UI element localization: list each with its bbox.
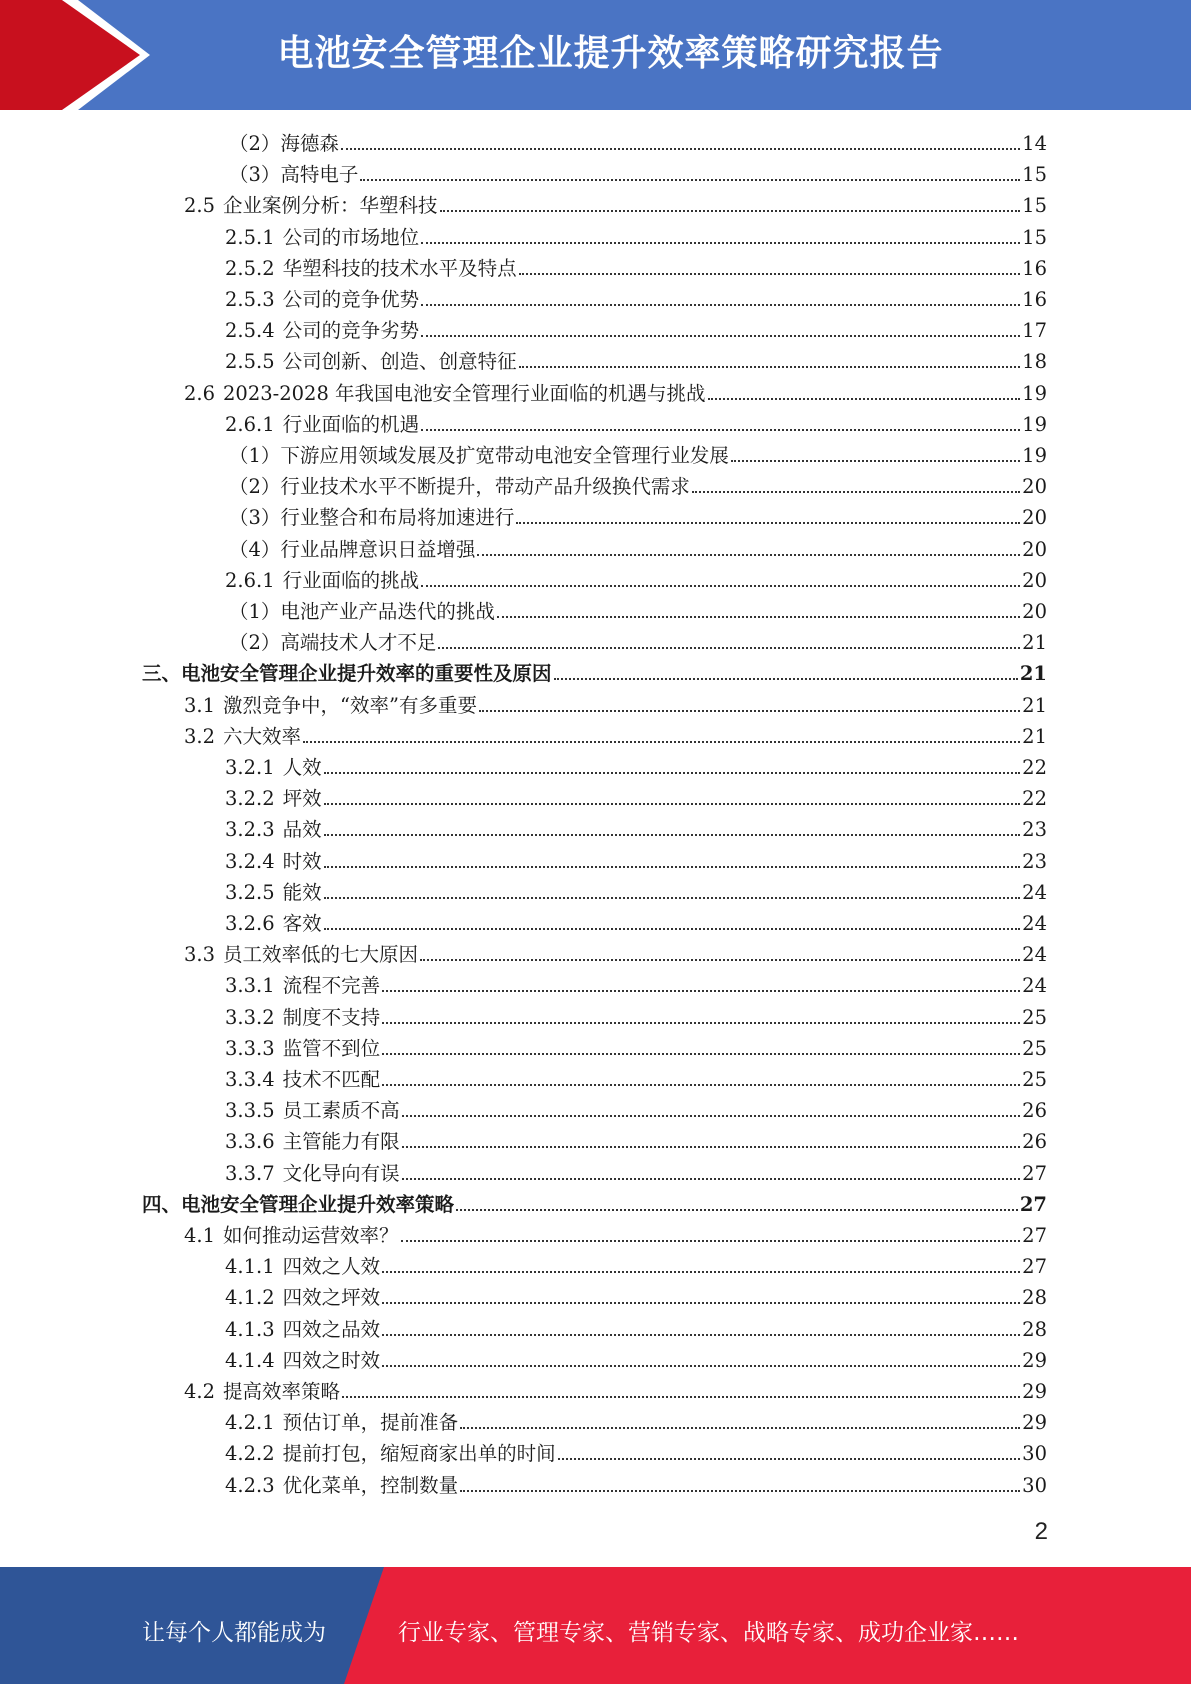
toc-dot-leader — [731, 459, 1020, 462]
toc-entry-title: 华塑科技的技术水平及特点 — [282, 257, 517, 280]
toc-entry-page: 30 — [1022, 1474, 1047, 1497]
toc-entry[interactable] — [225, 409, 1047, 440]
toc-entry[interactable] — [225, 284, 1047, 315]
toc-entry-page: 19 — [1022, 413, 1047, 436]
toc-entry-number: 3.3.1 — [225, 974, 275, 997]
toc-entry-title: 能效 — [282, 881, 322, 904]
toc-entry-title: 公司的竞争优势 — [282, 288, 420, 311]
toc-entry-number: 2.5.1 — [225, 226, 275, 249]
toc-entry-number: 4.2 — [184, 1380, 216, 1403]
toc-entry-number: 2.5.3 — [225, 288, 275, 311]
toc-dot-leader — [402, 1177, 1021, 1180]
toc-entry[interactable] — [225, 1314, 1047, 1345]
toc-entry[interactable] — [225, 1345, 1047, 1376]
toc-entry[interactable] — [229, 440, 1047, 471]
toc-dot-leader — [402, 1114, 1021, 1117]
toc-entry-page: 23 — [1022, 818, 1047, 841]
toc-entry-page: 15 — [1022, 194, 1047, 217]
toc-entry-page: 25 — [1022, 1037, 1047, 1060]
toc-entry-page: 29 — [1022, 1411, 1047, 1434]
toc-entry-page: 27 — [1022, 1224, 1047, 1247]
toc-entry-title: 技术不匹配 — [282, 1068, 381, 1091]
toc-entry-page: 28 — [1022, 1318, 1047, 1341]
toc-entry-page: 25 — [1022, 1068, 1047, 1091]
toc-entry-title: 行业面临的挑战 — [282, 569, 420, 592]
toc-entry-page: 14 — [1022, 132, 1047, 155]
toc-dot-leader — [692, 490, 1020, 493]
toc-entry-title: 品效 — [282, 818, 322, 841]
toc-dot-leader — [479, 709, 1020, 712]
toc-entry[interactable] — [225, 253, 1047, 284]
toc-entry[interactable] — [184, 1376, 1047, 1407]
toc-entry-number: 2.5.5 — [225, 350, 275, 373]
toc-entry-page: 21 — [1022, 694, 1047, 717]
toc-entry-number: 4.1 — [184, 1224, 216, 1247]
toc-entry-title: 四效之坪效 — [282, 1286, 381, 1309]
toc-entry-title: 公司的竞争劣势 — [282, 319, 420, 342]
toc-entry[interactable] — [225, 1002, 1047, 1033]
toc-entry-title: （2）行业技术水平不断提升，带动产品升级换代需求 — [229, 475, 690, 498]
toc-entry-number: 4.2.2 — [225, 1442, 275, 1465]
toc-entry-page: 20 — [1022, 475, 1047, 498]
toc-dot-leader — [708, 397, 1021, 400]
toc-entry-page: 21 — [1022, 631, 1047, 654]
toc-dot-leader — [382, 1270, 1020, 1273]
toc-entry[interactable] — [225, 1033, 1047, 1064]
toc-entry-number: 3.3.5 — [225, 1099, 275, 1122]
toc-entry-page: 21 — [1019, 662, 1047, 685]
toc-entry-number: 3.2.4 — [225, 850, 275, 873]
toc-entry-page: 20 — [1022, 600, 1047, 623]
toc-entry-number: 2.5 — [184, 194, 216, 217]
toc-dot-leader — [324, 865, 1021, 868]
toc-entry-title: 员工素质不高 — [282, 1099, 400, 1122]
toc-dot-leader — [421, 334, 1020, 337]
toc-dot-leader — [477, 553, 1020, 556]
toc-entry[interactable] — [229, 534, 1047, 565]
toc-entry-title: 文化导向有误 — [282, 1162, 400, 1185]
toc-dot-leader — [519, 272, 1021, 275]
toc-entry-page: 18 — [1022, 350, 1047, 373]
toc-entry-number: 3.1 — [184, 694, 216, 717]
toc-dot-leader — [324, 927, 1021, 930]
toc-entry-title: 提高效率策略 — [223, 1380, 341, 1403]
toc-entry-page: 23 — [1022, 850, 1047, 873]
toc-entry[interactable] — [225, 222, 1047, 253]
toc-dot-leader — [420, 958, 1020, 961]
page-number: 2 — [1034, 1518, 1048, 1545]
toc-entry[interactable] — [184, 1220, 1047, 1251]
toc-dot-leader — [382, 989, 1020, 992]
toc-entry-page: 20 — [1022, 569, 1047, 592]
toc-entry-page: 15 — [1022, 163, 1047, 186]
toc-dot-leader — [324, 896, 1021, 899]
toc-entry-number: 4.1.2 — [225, 1286, 275, 1309]
toc-entry[interactable] — [229, 596, 1047, 627]
toc-entry[interactable] — [225, 846, 1047, 877]
toc-entry-number: 3.3.4 — [225, 1068, 275, 1091]
toc-entry-title: （4）行业品牌意识日益增强 — [229, 538, 476, 561]
toc-entry[interactable] — [225, 970, 1047, 1001]
toc-entry-page: 15 — [1022, 226, 1047, 249]
toc-dot-leader — [558, 1457, 1021, 1460]
toc-dot-leader — [401, 1239, 1021, 1242]
toc-dot-leader — [516, 521, 1020, 524]
toc-entry-title: 公司创新、创造、创意特征 — [282, 350, 517, 373]
report-title: 电池安全管理企业提升效率策略研究报告 — [277, 33, 944, 74]
toc-entry[interactable] — [184, 690, 1047, 721]
toc-entry-page: 20 — [1022, 538, 1047, 561]
footer-slogan-left: 让每个人都能成为 — [142, 1620, 326, 1646]
toc-entry[interactable] — [229, 627, 1047, 658]
toc-entry-title: 如何推动运营效率？ — [223, 1224, 399, 1247]
toc-entry-number: 3.3.3 — [225, 1037, 275, 1060]
toc-entry-title: 时效 — [282, 850, 322, 873]
toc-entry-title: 制度不支持 — [282, 1006, 381, 1029]
toc-entry-page: 26 — [1022, 1130, 1047, 1153]
toc-entry-title: 四效之时效 — [282, 1349, 381, 1372]
toc-entry-title: （3）高特电子 — [229, 163, 359, 186]
toc-entry-number: 2.6 — [184, 382, 216, 405]
toc-entry-number: 3.3.2 — [225, 1006, 275, 1029]
toc-entry-title: 坪效 — [282, 787, 322, 810]
toc-entry-title: （2）高端技术人才不足 — [229, 631, 437, 654]
toc-entry-page: 28 — [1022, 1286, 1047, 1309]
toc-entry[interactable] — [225, 315, 1047, 346]
toc-entry[interactable] — [225, 565, 1047, 596]
toc-entry-title: 四效之品效 — [282, 1318, 381, 1341]
toc-entry[interactable] — [229, 128, 1047, 159]
toc-entry-page: 17 — [1022, 319, 1047, 342]
toc-dot-leader — [382, 1052, 1020, 1055]
toc-entry-page: 26 — [1022, 1099, 1047, 1122]
toc-dot-leader — [421, 428, 1020, 431]
toc-entry-title: 三、电池安全管理企业提升效率的重要性及原因 — [142, 662, 552, 685]
toc-entry-page: 30 — [1022, 1442, 1047, 1465]
toc-entry-page: 24 — [1022, 943, 1047, 966]
toc-entry[interactable] — [225, 877, 1047, 908]
toc-entry-page: 19 — [1022, 444, 1047, 467]
toc-entry-page: 21 — [1022, 725, 1047, 748]
toc-dot-leader — [382, 1301, 1020, 1304]
toc-entry-number: 4.2.3 — [225, 1474, 275, 1497]
toc-entry-page: 24 — [1022, 974, 1047, 997]
toc-entry[interactable] — [184, 939, 1047, 970]
toc-entry-number: 2.6.1 — [225, 413, 275, 436]
toc-entry-number: 3.3.6 — [225, 1130, 275, 1153]
toc-entry-number: 3.3.7 — [225, 1162, 275, 1185]
toc-entry-title: 客效 — [282, 912, 322, 935]
toc-dot-leader — [554, 677, 1018, 680]
toc-entry-page: 27 — [1019, 1193, 1047, 1216]
toc-entry[interactable] — [184, 721, 1047, 752]
toc-entry[interactable] — [225, 1407, 1047, 1438]
toc-entry-title: （1）电池产业产品迭代的挑战 — [229, 600, 495, 623]
toc-entry[interactable] — [225, 346, 1047, 377]
toc-entry-page: 24 — [1022, 912, 1047, 935]
toc-entry[interactable] — [184, 190, 1047, 221]
toc-entry-title: 员工效率低的七大原因 — [223, 943, 419, 966]
toc-dot-leader — [460, 1426, 1020, 1429]
toc-entry-page: 27 — [1022, 1255, 1047, 1278]
header-banner — [0, 0, 1191, 110]
toc-entry[interactable] — [225, 1158, 1047, 1189]
toc-entry-title: 激烈竞争中，“效率”有多重要 — [223, 694, 477, 717]
toc-entry[interactable] — [225, 752, 1047, 783]
toc-entry-number: 3.2.2 — [225, 787, 275, 810]
toc-dot-leader — [519, 365, 1021, 368]
toc-entry-number: 3.2.1 — [225, 756, 275, 779]
toc-entry-number: 4.2.1 — [225, 1411, 275, 1434]
toc-entry-number: 2.5.4 — [225, 319, 275, 342]
toc-entry-title: 企业案例分析：华塑科技 — [223, 194, 438, 217]
toc-entry-page: 29 — [1022, 1349, 1047, 1372]
toc-entry[interactable] — [225, 908, 1047, 939]
toc-entry[interactable] — [229, 471, 1047, 502]
toc-entry-title: （2）海德森 — [229, 132, 339, 155]
toc-entry-title: （3）行业整合和布局将加速进行 — [229, 506, 515, 529]
toc-entry[interactable] — [225, 783, 1047, 814]
toc-entry-title: 预估订单，提前准备 — [282, 1411, 459, 1434]
toc-entry-title: （1）下游应用领域发展及扩宽带动电池安全管理行业发展 — [229, 444, 729, 467]
toc-entry[interactable] — [225, 1095, 1047, 1126]
toc-entry-page: 16 — [1022, 288, 1047, 311]
toc-dot-leader — [324, 802, 1021, 805]
toc-entry-title: 监管不到位 — [282, 1037, 381, 1060]
toc-entry[interactable] — [229, 502, 1047, 533]
toc-dot-leader — [456, 1208, 1018, 1211]
toc-entry-page: 22 — [1022, 787, 1047, 810]
toc-entry-page: 27 — [1022, 1162, 1047, 1185]
toc-dot-leader — [382, 1083, 1020, 1086]
toc-dot-leader — [421, 241, 1020, 244]
toc-entry-number: 3.2.5 — [225, 881, 275, 904]
toc-entry-page: 22 — [1022, 756, 1047, 779]
toc-entry-title: 2023-2028 年我国电池安全管理行业面临的机遇与挑战 — [223, 382, 706, 405]
toc-entry-number: 4.1.3 — [225, 1318, 275, 1341]
toc-entry[interactable] — [225, 1126, 1047, 1157]
toc-dot-leader — [421, 303, 1020, 306]
toc-dot-leader — [382, 1364, 1020, 1367]
toc-entry-title: 四效之人效 — [282, 1255, 381, 1278]
toc-entry[interactable] — [225, 1251, 1047, 1282]
toc-entry-title: 流程不完善 — [282, 974, 381, 997]
toc-dot-leader — [303, 740, 1020, 743]
toc-entry-number: 4.1.4 — [225, 1349, 275, 1372]
toc-entry-number: 2.5.2 — [225, 257, 275, 280]
toc-entry-number: 3.2.6 — [225, 912, 275, 935]
toc-entry-title: 六大效率 — [223, 725, 302, 748]
toc-dot-leader — [382, 1333, 1020, 1336]
toc-entry-page: 25 — [1022, 1006, 1047, 1029]
toc-dot-leader — [460, 1489, 1020, 1492]
toc-dot-leader — [324, 771, 1021, 774]
toc-entry[interactable] — [142, 658, 1047, 689]
toc-entry[interactable] — [225, 1470, 1047, 1501]
footer-slogan-right: 行业专家、管理专家、营销专家、战略专家、成功企业家…… — [398, 1620, 1019, 1646]
toc-dot-leader — [324, 833, 1021, 836]
toc-entry[interactable] — [225, 1282, 1047, 1313]
toc-entry-number: 3.3 — [184, 943, 216, 966]
toc-entry-number: 3.2 — [184, 725, 216, 748]
toc-entry-page: 19 — [1022, 382, 1047, 405]
toc-entry[interactable] — [184, 378, 1047, 409]
toc-entry[interactable] — [225, 1438, 1047, 1469]
toc-entry-title: 优化菜单，控制数量 — [282, 1474, 459, 1497]
toc-entry-title: 行业面临的机遇 — [282, 413, 420, 436]
toc-entry-page: 24 — [1022, 881, 1047, 904]
toc-entry-page: 16 — [1022, 257, 1047, 280]
toc-entry-title: 主管能力有限 — [282, 1130, 400, 1153]
toc-entry[interactable] — [142, 1189, 1047, 1220]
toc-entry-number: 3.2.3 — [225, 818, 275, 841]
toc-entry-number: 4.1.1 — [225, 1255, 275, 1278]
toc-dot-leader — [438, 646, 1020, 649]
toc-dot-leader — [341, 147, 1020, 150]
toc-entry-title: 提前打包，缩短商家出单的时间 — [282, 1442, 556, 1465]
toc-dot-leader — [421, 584, 1020, 587]
toc-entry-page: 29 — [1022, 1380, 1047, 1403]
toc-dot-leader — [360, 178, 1020, 181]
toc-entry[interactable] — [229, 159, 1047, 190]
toc-entry[interactable] — [225, 814, 1047, 845]
toc-dot-leader — [440, 209, 1021, 212]
toc-dot-leader — [382, 1021, 1020, 1024]
toc-dot-leader — [342, 1395, 1020, 1398]
toc-entry-title: 四、电池安全管理企业提升效率策略 — [142, 1193, 455, 1216]
toc-dot-leader — [402, 1145, 1021, 1148]
toc-dot-leader — [497, 615, 1020, 618]
toc-entry[interactable] — [225, 1064, 1047, 1095]
toc-entry-title: 公司的市场地位 — [282, 226, 420, 249]
toc-entry-number: 2.6.1 — [225, 569, 275, 592]
toc-entry-title: 人效 — [282, 756, 322, 779]
toc-entry-page: 20 — [1022, 506, 1047, 529]
